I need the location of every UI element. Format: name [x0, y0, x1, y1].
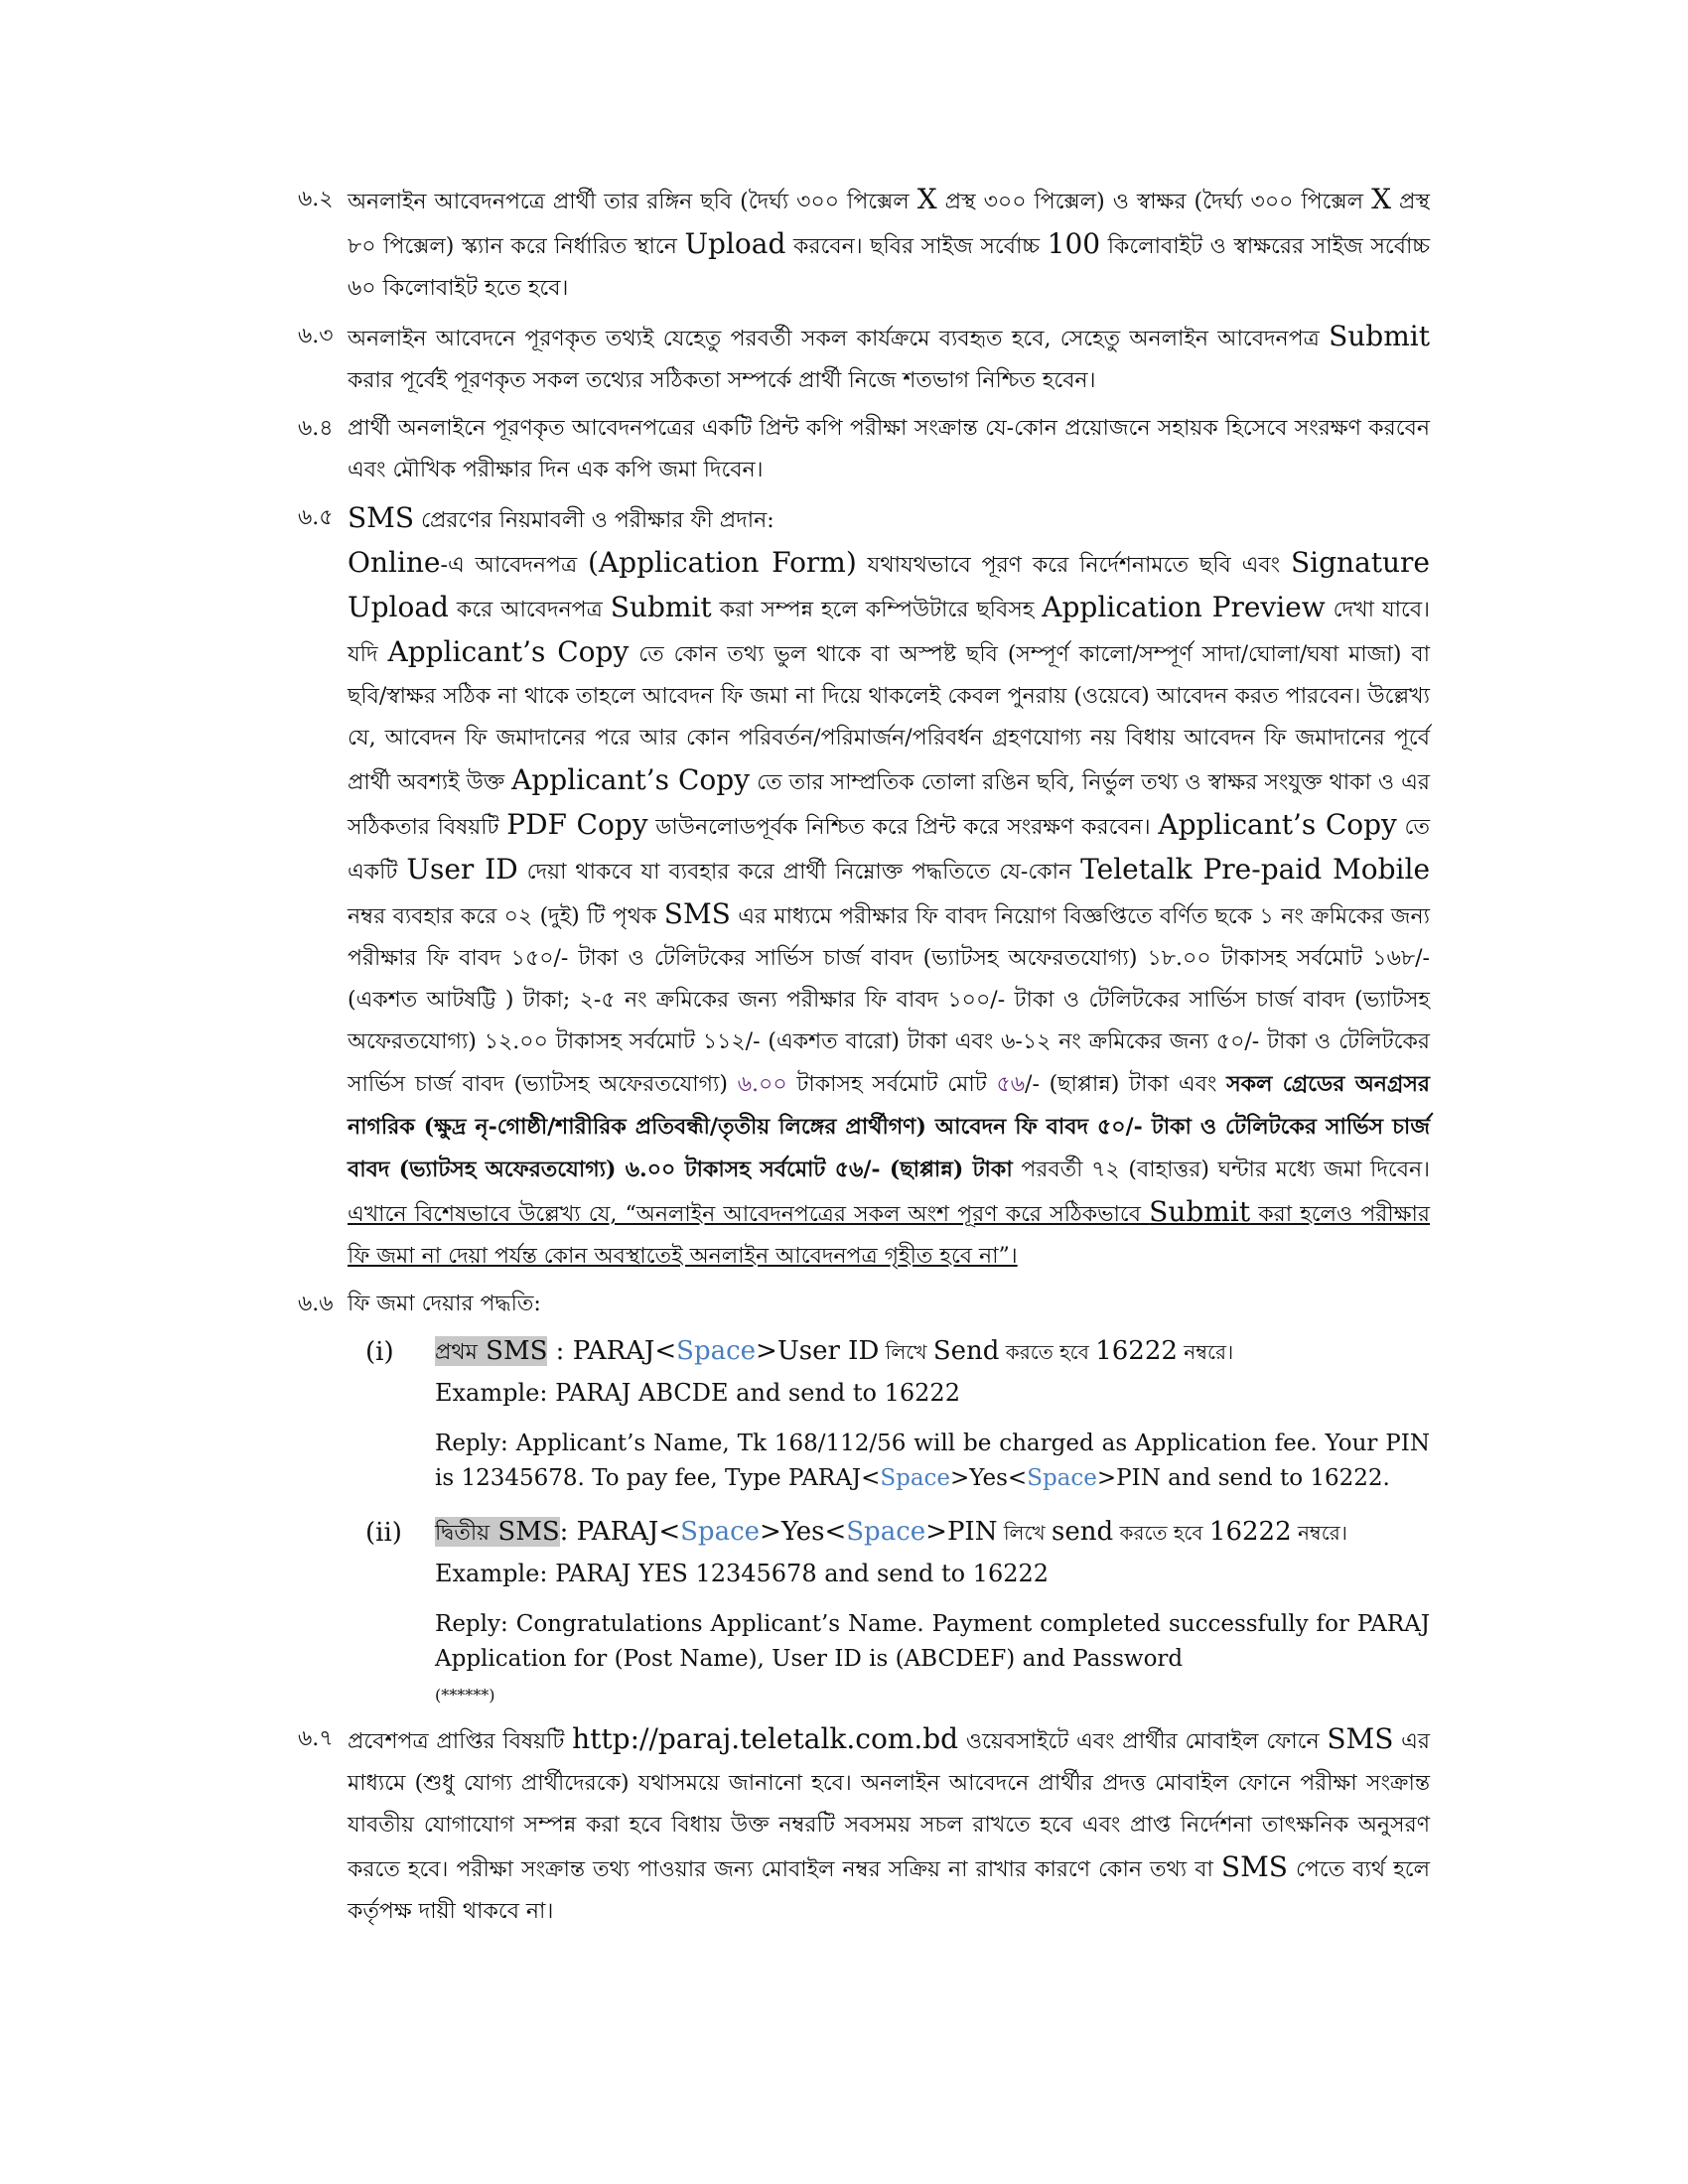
section-6-6: [298, 1284, 1430, 1712]
step-number: (i): [365, 1337, 394, 1367]
document-page: [298, 179, 1430, 1939]
section-heading: ফি জমা দেয়ার পদ্ধতি:: [348, 1292, 541, 1316]
step-number: (ii): [365, 1518, 402, 1548]
section-text: প্রবেশপত্র প্রাপ্তির বিষয়টি http://paraj.teletalk.com.bd ওয়েবসাইটে এবং প্রার্থীর মোবাইল ফোনে SMS এর মাধ্যমে (শুধু যোগ্য প্রার্থীদেরকে) যথাসময়ে জানানো হবে। অনলাইন আবেদনে প্রার্থীর প্রদত্ত মোবাইল ফোনে পরীক্ষা সংক্রান্ত যাবতীয় যোগাযোগ সম্পন্ন করা হবে বিধায় উক্ত নম্বরটি সবসময় সচল রাখতে হবে এবং প্রাপ্ত নির্দেশনা তাৎক্ষনিক অনুসরণ করতে হবে। পরীক্ষা সংক্রান্ত তথ্য পাওয়ার জন্য মোবাইল নম্বর সক্রিয় না রাখার কারণে কোন তথ্য বা SMS পেতে ব্যর্থ হলে কর্তৃপক্ষ দায়ী থাকবে না।: [348, 1722, 1430, 1924]
step-example: Example: PARAJ YES 12345678 and send to 16222: [435, 1560, 1050, 1587]
section-text: অনলাইন আবেদনে পূরণকৃত তথ্যই যেহেতু পরবর্তী সকল কার্যক্রমে ব্যবহৃত হবে, সেহেতু অনলাইন আবেদনপত্র Submit করার পূর্বেই পূরণকৃত সকল তথ্যের সঠিকতা সম্পর্কে প্রার্থী নিজে শতভাগ নিশ্চিত হবেন।: [348, 320, 1430, 393]
step-reply: Reply: Applicant’s Name, Tk 168/112/56 will be charged as Application fee. Your PIN is 12345678. To pay fee, Type PARAJ<Space>Yes<Space>PIN and send to 16222.: [435, 1431, 1430, 1491]
section-heading: SMS প্রেরণের নিয়মাবলী ও পরীক্ষার ফী প্রদান:: [348, 501, 774, 534]
section-number: ৬.৭: [298, 1726, 334, 1751]
sms-step-1: [348, 1331, 1430, 1496]
section-6-2: [298, 179, 1430, 310]
sms-step-2: [348, 1512, 1430, 1712]
section-text: Online-এ আবেদনপত্র (Application Form) যথাযথভাবে পূরণ করে নির্দেশনামতে ছবি এবং Signature Upload করে আবেদনপত্র Submit করা সম্পন্ন হলে কম্পিউটারে ছবিসহ Application Preview দেখা যাবে। যদি Applicant’s Copy তে কোন তথ্য ভুল থাকে বা অস্পষ্ট ছবি (সম্পূর্ণ কালো/সম্পূর্ণ সাদা/ঘোলা/ঘষা মাজা) বা ছবি/স্বাক্ষর সঠিক না থাকে তাহলে আবেদন ফি জমা না দিয়ে থাকলেই কেবল পুনরায় (ওয়েবে) আবেদন করত পারবেন। উল্লেখ্য যে, আবেদন ফি জমাদানের পরে আর কোন পরিবর্তন/পরিমার্জন/পরিবর্ধন গ্রহণযোগ্য নয় বিধায় আবেদন ফি জমাদানের পূর্বে প্রার্থী অবশ্যই উক্ত Applicant’s Copy তে তার সাম্প্রতিক তোলা রঙিন ছবি, নির্ভুল তথ্য ও স্বাক্ষর সংযুক্ত থাকা ও এর সঠিকতার বিষয়টি PDF Copy ডাউনলোডপূর্বক নিশ্চিত করে প্রিন্ট করে সংরক্ষণ করবেন। Applicant’s Copy তে একটি User ID দেয়া থাকবে যা ব্যবহার করে প্রার্থী নিম্নোক্ত পদ্ধতিতে যে-কোন Teletalk Pre-paid Mobile নম্বর ব্যবহার করে ০২ (দুই) টি পৃথক SMS এর মাধ্যমে পরীক্ষার ফি বাবদ নিয়োগ বিজ্ঞপ্তিতে বর্ণিত ছকে ১ নং ক্রমিকের জন্য পরীক্ষার ফি বাবদ ১৫০/- টাকা ও টেলিটকের সার্ভিস চার্জ বাবদ (ভ্যাটসহ অফেরতযোগ্য) ১৮.০০ টাকাসহ সর্বমোট ১৬৮/- (একশত আটষট্টি ) টাকা; ২-৫ নং ক্রমিকের জন্য পরীক্ষার ফি বাবদ ১০০/- টাকা ও টেলিটকের সার্ভিস চার্জ বাবদ (ভ্যাটসহ অফেরতযোগ্য) ১২.০০ টাকাসহ সর্বমোট ১১২/- (একশত বারো) টাকা এবং ৬-১২ নং ক্রমিকের জন্য ৫০/- টাকা ও টেলিটকের সার্ভিস চার্জ বাবদ (ভ্যাটসহ অফেরতযোগ্য) ৬.০০ টাকাসহ সর্বমোট মোট ৫৬/- (ছাপ্পান্ন) টাকা এবং সকল গ্রেডের অনগ্রসর নাগরিক (ক্ষুদ্র নৃ-গোষ্ঠী/শারীরিক প্রতিবন্ধী/তৃতীয় লিঙ্গের প্রার্থীগণ) আবেদন ফি বাবদ ৫০/- টাকা ও টেলিটকের সার্ভিস চার্জ বাবদ (ভ্যাটসহ অফেরতযোগ্য) ৬.০০ টাকাসহ সর্বমোট ৫৬/- (ছাপ্পান্ন) টাকা পরবর্তী ৭২ (বাহাত্তর) ঘন্টার মধ্যে জমা দিবেন। এখানে বিশেষভাবে উল্লেখ্য যে, “অনলাইন আবেদনপত্রের সকল অংশ পূরণ করে সঠিকভাবে Submit করা হলেও পরীক্ষার ফি জমা না দেয়া পর্যন্ত কোন অবস্থাতেই অনলাইন আবেদনপত্র গৃহীত হবে না”।: [348, 546, 1431, 1269]
step-reply: Reply: Congratulations Applicant’s Name. Payment completed successfully for PARAJ Application for (Post Name), User ID is (ABCDEF) and Password (******): [435, 1611, 1430, 1705]
step-example: Example: PARAJ ABCDE and send to 16222: [435, 1379, 960, 1407]
important-note: এখানে বিশেষভাবে উল্লেখ্য যে, “অনলাইন আবেদনপত্রের সকল অংশ পূরণ করে সঠিকভাবে Submit করা হলেও পরীক্ষার ফি জমা না দেয়া পর্যন্ত কোন অবস্থাতেই অনলাইন আবেদনপত্র গৃহীত হবে না”।: [348, 1195, 1430, 1269]
step-instruction: প্রথম SMS : PARAJ<Space>User ID লিখে Send করতে হবে 16222 নম্বরে।: [435, 1336, 1234, 1366]
step-instruction: দ্বিতীয় SMS: PARAJ<Space>Yes<Space>PIN লিখে send করতে হবে 16222 নম্বরে।: [435, 1517, 1347, 1547]
section-6-3: [298, 316, 1430, 402]
website-link[interactable]: http://paraj.teletalk.com.bd: [572, 1722, 959, 1755]
section-number: ৬.৪: [298, 416, 334, 441]
section-6-4: [298, 408, 1430, 491]
section-6-5: [298, 497, 1430, 1278]
step-label: প্রথম SMS: [435, 1336, 548, 1366]
step-label: দ্বিতীয় SMS: [435, 1517, 560, 1547]
section-number: ৬.২: [298, 187, 334, 211]
section-text: প্রার্থী অনলাইনে পূরণকৃত আবেদনপত্রের একটি প্রিন্ট কপি পরীক্ষা সংক্রান্ত যে-কোন প্রয়োজনে সহায়ক হিসেবে সংরক্ষণ করবেন এবং মৌখিক পরীক্ষার দিন এক কপি জমা দিবেন।: [348, 416, 1430, 482]
section-number: ৬.৬: [298, 1292, 334, 1316]
section-number: ৬.৩: [298, 324, 334, 348]
section-text: অনলাইন আবেদনপত্রে প্রার্থী তার রঙ্গিন ছবি (দৈর্ঘ্য ৩০০ পিক্সেল X প্রস্থ ৩০০ পিক্সেল) ও স্বাক্ষর (দৈর্ঘ্য ৩০০ পিক্সেল X প্রস্থ ৮০ পিক্সেল) স্ক্যান করে নির্ধারিত স্থানে Upload করবেন। ছবির সাইজ সর্বোচ্চ 100 কিলোবাইট ও স্বাক্ষরের সাইজ সর্বোচ্চ ৬০ কিলোবাইট হতে হবে।: [348, 183, 1430, 301]
section-number: ৬.৫: [298, 505, 334, 530]
section-6-7: [298, 1718, 1430, 1933]
